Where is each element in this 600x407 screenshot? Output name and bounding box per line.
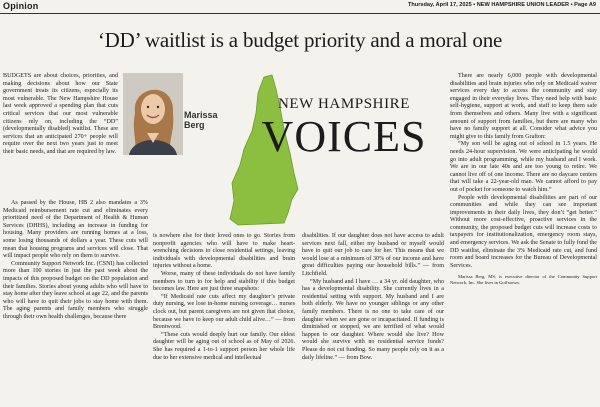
article-column-1 bbox=[3, 73, 118, 157]
paragraph: disabilities. If our daughter does not have access to adult services next fall, either my husband or myself would have to quit our job to care for her. This means that we would lose at a minimum of 30% of our income and have great difficulties paying our household bills.” — from Litchfield. bbox=[302, 233, 444, 277]
author-signature: Marissa Berg, MS, is executive director of the Community Support Network, Inc. She lives in Goffstown. bbox=[450, 274, 597, 286]
paragraph: is nowhere else for their loved ones to go. Stories from nonprofit agencies who will have to make heart-wrenching decisions to close residential settings, leaving individuals with developmental disabilities and brain injuries without a home. bbox=[153, 233, 295, 270]
article-column-2 bbox=[153, 233, 295, 362]
headline: ‘DD’ waitlist is a budget priority and a moral one bbox=[97, 28, 503, 52]
paragraph: “My husband and I have … a 34 yr. old daughter, who has a developmental disability. She currently lives in a residential setting with support. My husband and I are both elderly. We have no younger siblings or any other family members. There is no one to take care of our daughter when we are gone or incapacitated. If funding is diminished or stopped, we are terrified of what would happen to our daughter. Where would she live? How would she survive with no residential service funds? Please do not cut funding. So many people rely on it as a daily lifeline.” — from Bow. bbox=[302, 278, 444, 361]
paragraph: Worse, many of these individuals do not have family members to turn to for help and stability if this budget becomes law. Here are just three snapshots: bbox=[153, 270, 295, 293]
author-last-name: Berg bbox=[184, 120, 205, 130]
article-column-3 bbox=[302, 233, 444, 362]
paragraph: There are nearly 6,000 people with developmental disabilities and brain injuries who rely on Medicaid waiver services every day to access the community and stay engaged in their everyday lives. They need help with basic self-hygiene, support at work, and staff to keep them safe from themselves and others. Many live with a significant amount of support from families, but there are many who have no family support at all. Consider what advice you might give to this family from Grafton: bbox=[450, 73, 597, 140]
section-label: Opinion bbox=[3, 1, 39, 11]
masthead-rule bbox=[0, 13, 600, 14]
logo-state-text: NEW HAMPSHIRE bbox=[277, 96, 411, 112]
masthead bbox=[0, 0, 600, 14]
paragraph: People with developmental disabilities are part of our communities and while they can see important improvements in their daily lives, they don’t “get better.” Without more cost-effective, proactive services in the community, the proposed budget cuts will increase costs to taxpayers for institutionalization, emergency room stays, and emergency services. We ask the Senate to fully fund the DD waitlist, eliminate the 3% Medicaid rate cut, and fund room and board increases for the Bureau of Developmental Services. bbox=[450, 194, 597, 269]
article-column-1b bbox=[3, 200, 148, 322]
paragraph: Community Support Network Inc. (CSNI) has collected more than 100 stories in just the past week about the impacts of this proposed budget on the DD population and their families. Stories about young adults who will have to stay home after they leave school at age 22, and the parents who will have to quit their jobs to stay home with them. The aging parents and family members who struggle through their own health challenges, because there bbox=[3, 260, 148, 320]
author-first-name: Marissa bbox=[184, 110, 218, 120]
paragraph: “If Medicaid rate cuts affect my daughter’s private duty nursing, we lose in-home nursing coverage… nurses clock out, but parent caregivers are not given that choice, because we have to keep our adult child alive…” — from Brentwood. bbox=[153, 293, 295, 331]
author-portrait-icon bbox=[123, 73, 183, 155]
logo-voices-text: VOICES bbox=[261, 112, 427, 161]
paragraph: As passed by the House, HB 2 also mandates a 3% Medicaid reimbursement rate cut and eliminates every prioritized need of the Department of Health & Human Services (DHHS), including an increase in funding for housing. Many providers are running homes at a loss, some losing thousands of dollars a year. These cuts will mean that housing programs and services will close. That will impact people who rely on them to survive. bbox=[3, 200, 148, 260]
author-photo bbox=[123, 73, 183, 155]
paragraph: BUDGETS are about choices, priorities, and making decisions about how our State government treats its citizens, especially its most vulnerable. The New Hampshire House last week approved a spending plan that cuts critical services that our most vulnerable citizens rely on, including the “DD” (developmentally disabled) waitlist. These are services that an anticipated 270+ people will require over the next two years just to meet their basic needs, and that are required by law. bbox=[3, 73, 118, 155]
nh-voices-logo bbox=[244, 88, 444, 188]
paragraph: “These cuts would deeply hurt our family. Our eldest daughter will be aging out of school as of May of 2026. She has required a 1-to-1 support person her whole life due to her extensive medical and intellectual bbox=[153, 331, 295, 361]
author-byline bbox=[184, 110, 218, 130]
paragraph: “My son will be aging out of school in 1.5 years. He needs 24-hour supervision. We were anticipating he would go into adult programming, while my husband and I work. We are in our late 40s and are too young to retire. We cannot live off of one income. There are no daycare centers that will take a 22-year-old man. We cannot afford to pay out of pocket for someone to watch him.” bbox=[450, 141, 597, 193]
dateline: Thursday, April 17, 2025 • NEW HAMPSHIRE UNION LEADER • Page A9 bbox=[407, 2, 596, 8]
article-column-4 bbox=[450, 73, 597, 286]
